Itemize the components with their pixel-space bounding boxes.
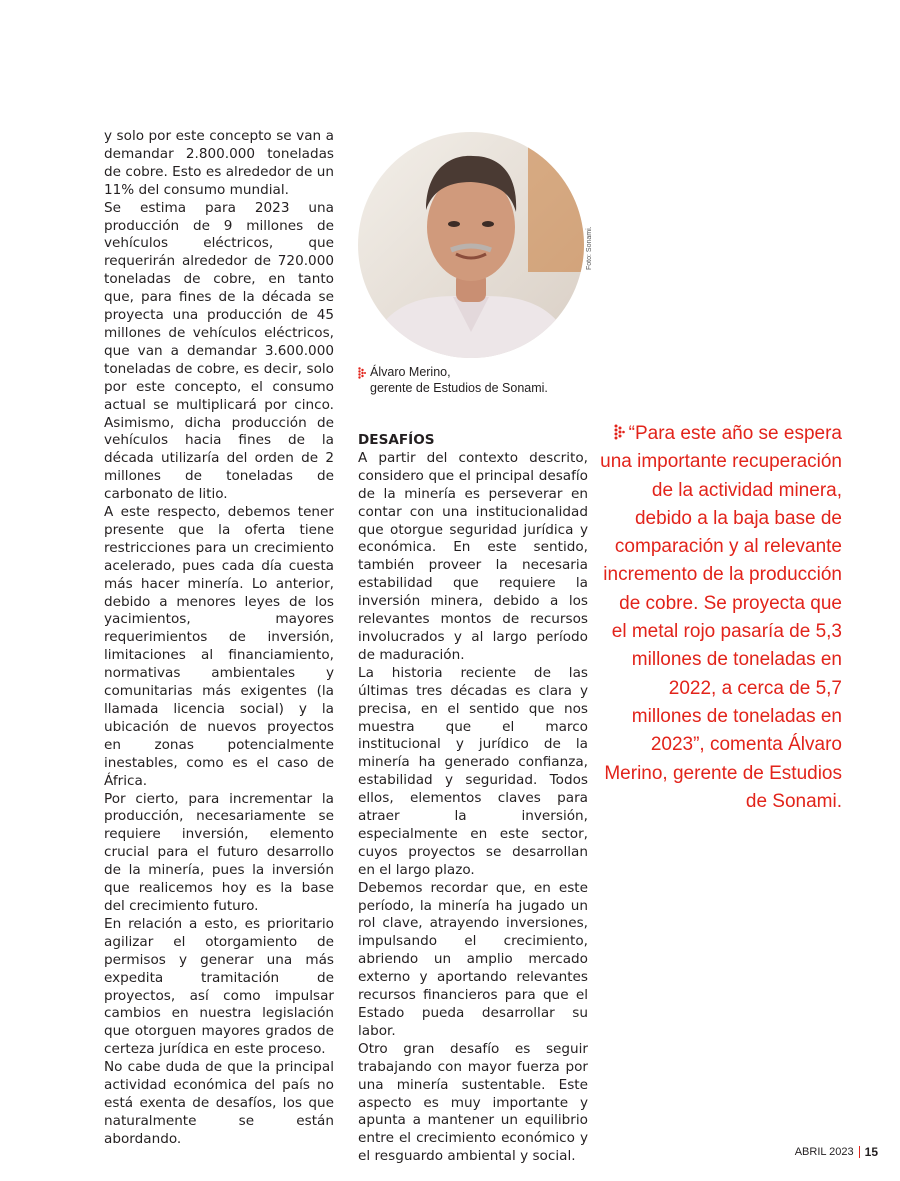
pull-quote-text: “Para este año se espera una importante recuperación de la actividad minera, debido a la baja base de comparación y al relevante incremento de la producción de cobre. Se proyecta que el metal rojo pasaría de 5,3 millones de toneladas en 2022, a cerca de 5,7 millones de toneladas en 2023”, comenta Álvaro Merino, gerente de Estudios de Sonami.	[600, 423, 842, 812]
portrait-photo	[358, 132, 584, 358]
paragraph: Se estima para 2023 una producción de 9 millones de vehículos eléctricos, que requerirán alrededor de 720.000 toneladas de cobre, en tanto que, para fines de la década se proyecta una producción de 45 millones de vehículos eléctricos, que van a demandar 3.600.000 toneladas de cobre, es decir, solo por este concepto, el consumo actual se multiplicará por cinco. Asimismo, dicha producción de vehículos hacia fines de la década utilizaría del orden de 2 millones de toneladas de carbonato de litio.	[104, 199, 334, 503]
page-number: 15	[864, 1145, 878, 1159]
left-text-column	[104, 128, 334, 1149]
dots-icon	[614, 424, 625, 440]
pull-quote	[600, 420, 842, 816]
paragraph: La historia reciente de las últimas tres décadas es clara y precisa, en el sentido que nos muestra que el marco institucional y jurídico de la minería ha generado confianza, estabilidad y seguridad. Todos ellos, elementos claves para atraer la inversión, especialmente en este sector, cuyos proyectos se desarrollan en el largo plazo.	[358, 664, 588, 878]
photo-caption	[358, 365, 598, 396]
paragraph: No cabe duda de que la principal actividad económica del país no está exenta de desafíos, los que naturalmente se están abordando.	[104, 1059, 334, 1147]
photo-credit: Foto: Sonami.	[586, 226, 593, 270]
section-heading: DESAFÍOS	[358, 432, 435, 448]
middle-text-column	[358, 432, 588, 1166]
paragraph: y solo por este concepto se van a demandar 2.800.000 toneladas de cobre. Esto es alrededor de un 11% del consumo mundial.	[104, 128, 334, 198]
paragraph: A partir del contexto descrito, considero que el principal desafío de la minería es perseverar en contar con una institucionalidad que otorgue seguridad jurídica y económica. En este sentido, también proveer la necesaria estabilidad que requiere la inversión minera, debido a los relevantes montos de recursos involucrados y al largo período de maduración.	[358, 449, 588, 663]
caption-role: gerente de Estudios de Sonami.	[370, 380, 548, 395]
issue-date: ABRIL 2023	[794, 1146, 854, 1158]
paragraph: A este respecto, debemos tener presente que la oferta tiene restricciones para un crecimiento acelerado, pues cada día cuesta más hacer minería. Lo anterior, debido a menores leyes de los yacimientos, mayores requerimientos de inversión, limitaciones al financiamiento, normativas ambientales y comunitarias más exigentes (la llamada licencia social) y la ubicación de nuevos proyectos en zonas potencialmente inestables, como es el caso de África.	[104, 504, 334, 789]
footer-divider	[859, 1146, 860, 1158]
caption-name: Álvaro Merino,	[370, 365, 451, 379]
paragraph: Otro gran desafío es seguir trabajando con mayor fuerza por una minería sustentable. Este aspecto es muy importante y apunta a mantener un equilibrio entre el crecimiento económico y el resguardo ambiental y social.	[358, 1040, 588, 1165]
paragraph: En relación a esto, es prioritario agilizar el otorgamiento de permisos y generar una más expedita tramitación de proyectos, así como impulsar cambios en nuestra legislación que otorguen mayores grados de certeza jurídica en este proceso.	[104, 915, 334, 1058]
paragraph: Por cierto, para incrementar la producción, necesariamente se requiere inversión, elemento crucial para el futuro desarrollo de la minería, pues la inversión que realicemos hoy es la base del crecimiento futuro.	[104, 790, 334, 914]
portrait-illustration	[358, 132, 584, 358]
paragraph: Debemos recordar que, en este período, la minería ha jugado un rol clave, atrayendo inversiones, impulsando el crecimiento, abriendo un amplio mercado externo y aportando relevantes recursos financieros para que el Estado pueda desarrollar su labor.	[358, 879, 588, 1039]
dots-icon	[358, 367, 366, 379]
page-footer	[795, 1145, 878, 1159]
